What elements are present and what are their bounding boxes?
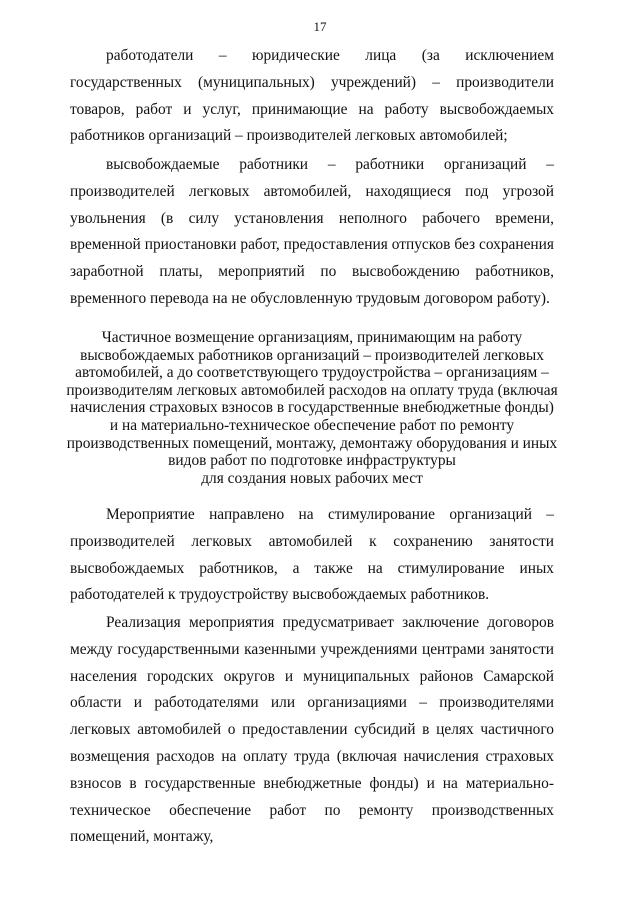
- heading-line: видов работ по подготовке инфраструктуры: [168, 452, 456, 470]
- heading-line: автомобилей, а до соответствующего трудоустройства – организациям –: [75, 364, 549, 382]
- paragraph-text: высвобождаемые работники – работники организаций – производителей легковых автомобилей, находящиеся под угрозой увольнения (в силу установления неполного рабочего времени, временной приостановки работ, предоставления отпусков без сохранения заработной платы, мероприятий по высвобождению работников, временного перевода на не обусловленную трудовым договором работу).: [70, 156, 554, 307]
- paragraph-employers-definition: [70, 43, 554, 150]
- paragraph-released-workers-definition: [70, 152, 554, 313]
- paragraph-text: Реализация мероприятия предусматривает заключение договоров между государственными казенными учреждениями центрами занятости населения городских округов и муниципальных районов Самарской области и работодателями или организациями – производителями легковых автомобилей о предоставлении субсидий в целях частичного возмещения расходов на оплату труда (включая начисления страховых взносов в государственные внебюджетные фонды) и на материально-техническое обеспечение работ по ремонту производственных помещений, монтажу,: [70, 614, 554, 846]
- heading-line: Частичное возмещение организациям, принимающим на работу: [101, 329, 523, 346]
- heading-line: для создания новых рабочих мест: [201, 469, 423, 487]
- heading-line: производственных помещений, монтажу, демонтажу оборудования и иных: [66, 434, 558, 452]
- heading-line: высвобождаемых работников организаций – производителей легковых: [80, 346, 544, 364]
- paragraph-text: Мероприятие направлено на стимулирование организаций – производителей легковых автомобилей к сохранению занятости высвобождаемых работников, а также на стимулирование иных работодателей к трудоустройству высвобождаемых работников.: [70, 506, 554, 604]
- heading-line: производителям легковых автомобилей расходов на оплату труда (включая: [66, 381, 558, 399]
- paragraph-text: работодатели – юридические лица (за исключением государственных (муниципальных) учреждений) – производители товаров, работ и услуг, принимающие на работу высвобождаемых работников организаций – производителей легковых автомобилей;: [70, 47, 554, 145]
- section-heading: [64, 329, 560, 487]
- page-number: 17: [313, 19, 327, 34]
- heading-line: и на материально-техническое обеспечение работ по ремонту: [109, 416, 515, 434]
- heading-line: начисления страховых взносов в государственные внебюджетные фонды): [70, 399, 554, 417]
- paragraph-measure-purpose: [70, 502, 554, 609]
- paragraph-measure-implementation: [70, 610, 554, 851]
